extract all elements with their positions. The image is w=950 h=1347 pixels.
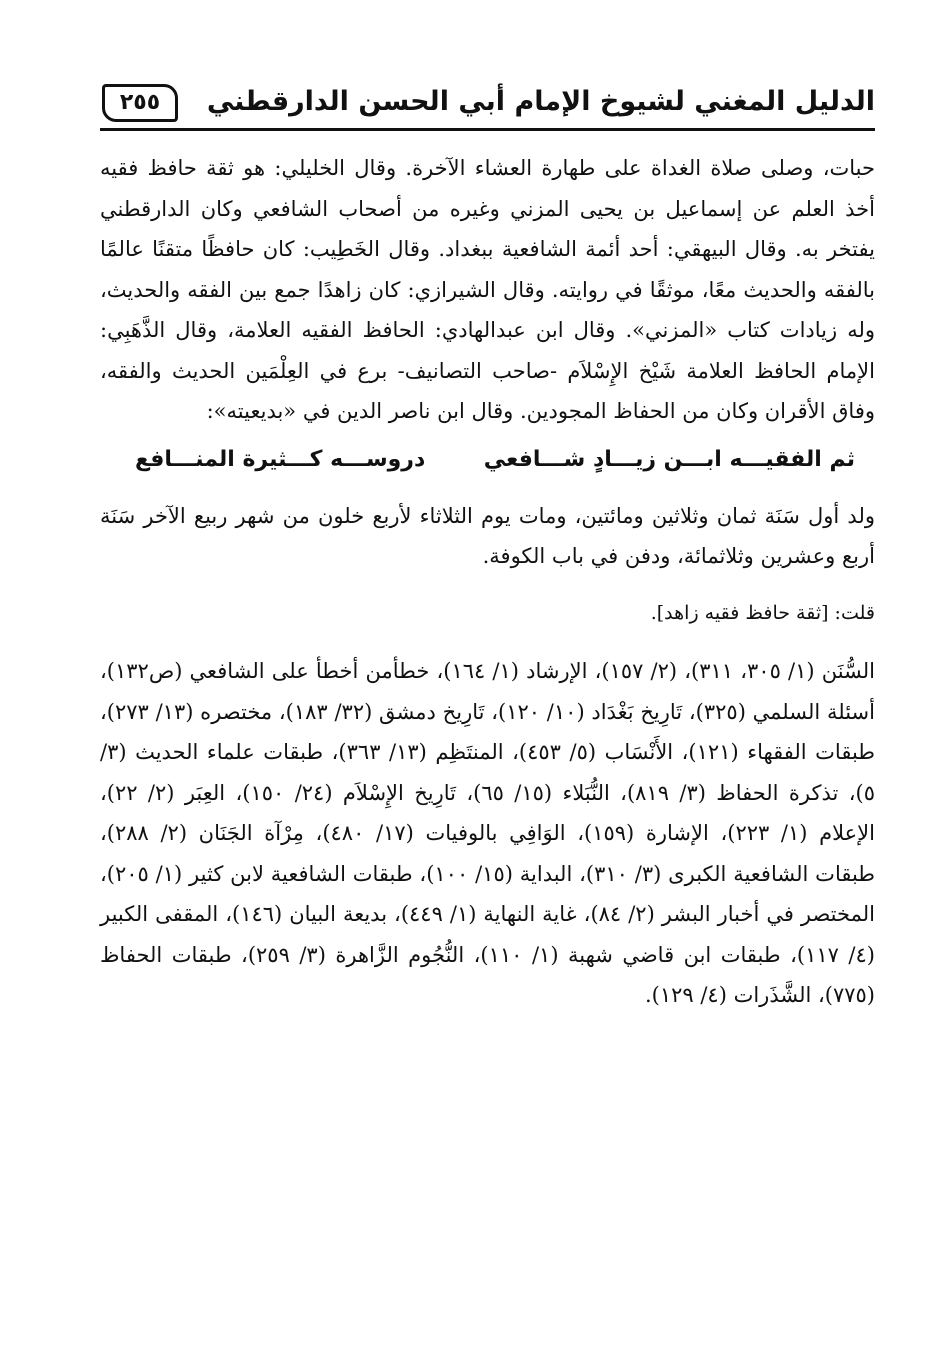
death-paragraph: ولد أول سَنَة ثمان وثلاثين ومائتين، ومات يوم الثلاثاء لأربع خلون من شهر ربيع الآخر سَنَة أربع وعشرين وثلاثمائة، ودفن في باب الكوفة.: [100, 503, 875, 568]
author-note: قلت: [ثقة حافظ فقيه زاهد].: [650, 601, 875, 624]
sources-paragraph: السُّنَن (١/ ٣٠٥، ٣١١)، (٢/ ١٥٧)، الإرشاد (١/ ١٦٤)، خطأمن أخطأ على الشافعي (ص١٣٢)، أسئلة السلمي (٣٢٥)، تَارِيخ بَغْدَاد (١٠/ ١٢٠)، تَارِيخ دمشق (٣٢/ ١٨٣)، مختصره (١٣/ ٢٧٣)، طبقات الفقهاء (١٢١)، الأَنْسَاب (٥/ ٤٥٣)، المنتَظِم (١٣/ ٣٦٣)، طبقات علماء الحديث (٣/ ٥)، تذكرة الحفاظ (٣/ ٨١٩)، النُّبَلاء (١٥/ ٦٥)، تَارِيخ الإِسْلاَم (٢٤/ ١٥٠)، العِبَر (٢/ ٢٢)، الإعلام (١/ ٢٢٣)، الإشارة (١٥٩)، الوَافِي بالوفيات (١٧/ ٤٨٠)، مِرْآة الجَنَان (٢/ ٢٨٨)، طبقات الشافعية الكبرى (٣/ ٣١٠)، البداية (١٥/ ١٠٠)، طبقات الشافعية لابن كثير (١/ ٢٠٥)، المختصر في أخبار البشر (٢/ ٨٤)، غاية النهاية (١/ ٤٤٩)، بديعة البيان (١٤٦)، المقفى الكبير (٤/ ١١٧)، طبقات ابن قاضي شهبة (١/ ١١٠)، النُّجُوم الزَّاهرة (٣/ ٢٥٩)، طبقات الحفاظ (٧٧٥)، الشَّذَرات (٤/ ١٢٩).: [100, 659, 876, 1007]
verse-first-hemistich: ثم الفقيـــه ابـــن زيـــادٍ شـــافعي: [483, 446, 855, 472]
biography-paragraph: حبات، وصلى صلاة الغداة على طهارة العشاء الآخرة. وقال الخليلي: هو ثقة حافظ فقيه أخذ العلم عن إسماعيل بن يحيى المزني وغيره من أصحاب الشافعي وكان الدارقطني يفتخر به. وقال البيهقي: أحد أئمة الشافعية ببغداد. وقال الخَطِيب: كان حافظًا متقنًا عالمًا بالفقه والحديث معًا، موثقًا في روايته. وقال الشيرازي: كان زاهدًا جمع بين الفقه والحديث، وله زيادات كتاب «المزني». وقال ابن عبدالهادي: الحافظ الفقيه العلامة، وقال الذَّهَبِي: الإمام الحافظ العلامة شَيْخ الإِسْلاَم -صاحب التصانيف- برع في العِلْمَين الحديث والفقه، وفاق الأقران وكان من الحفاظ المجودين. وقال ابن ناصر الدين في «بديعيته»:: [100, 156, 875, 423]
page-body: [100, 148, 875, 1016]
poetry-verse: [100, 432, 875, 488]
header-rule: [100, 128, 875, 131]
page-header: [100, 78, 875, 138]
verse-second-hemistich: دروســـه كـــثيرة المنـــافع: [135, 446, 426, 472]
page-number: ٢٥٥: [102, 84, 178, 122]
running-title: الدليل المغني لشيوخ الإمام أبي الحسن الدارقطني: [206, 86, 875, 117]
